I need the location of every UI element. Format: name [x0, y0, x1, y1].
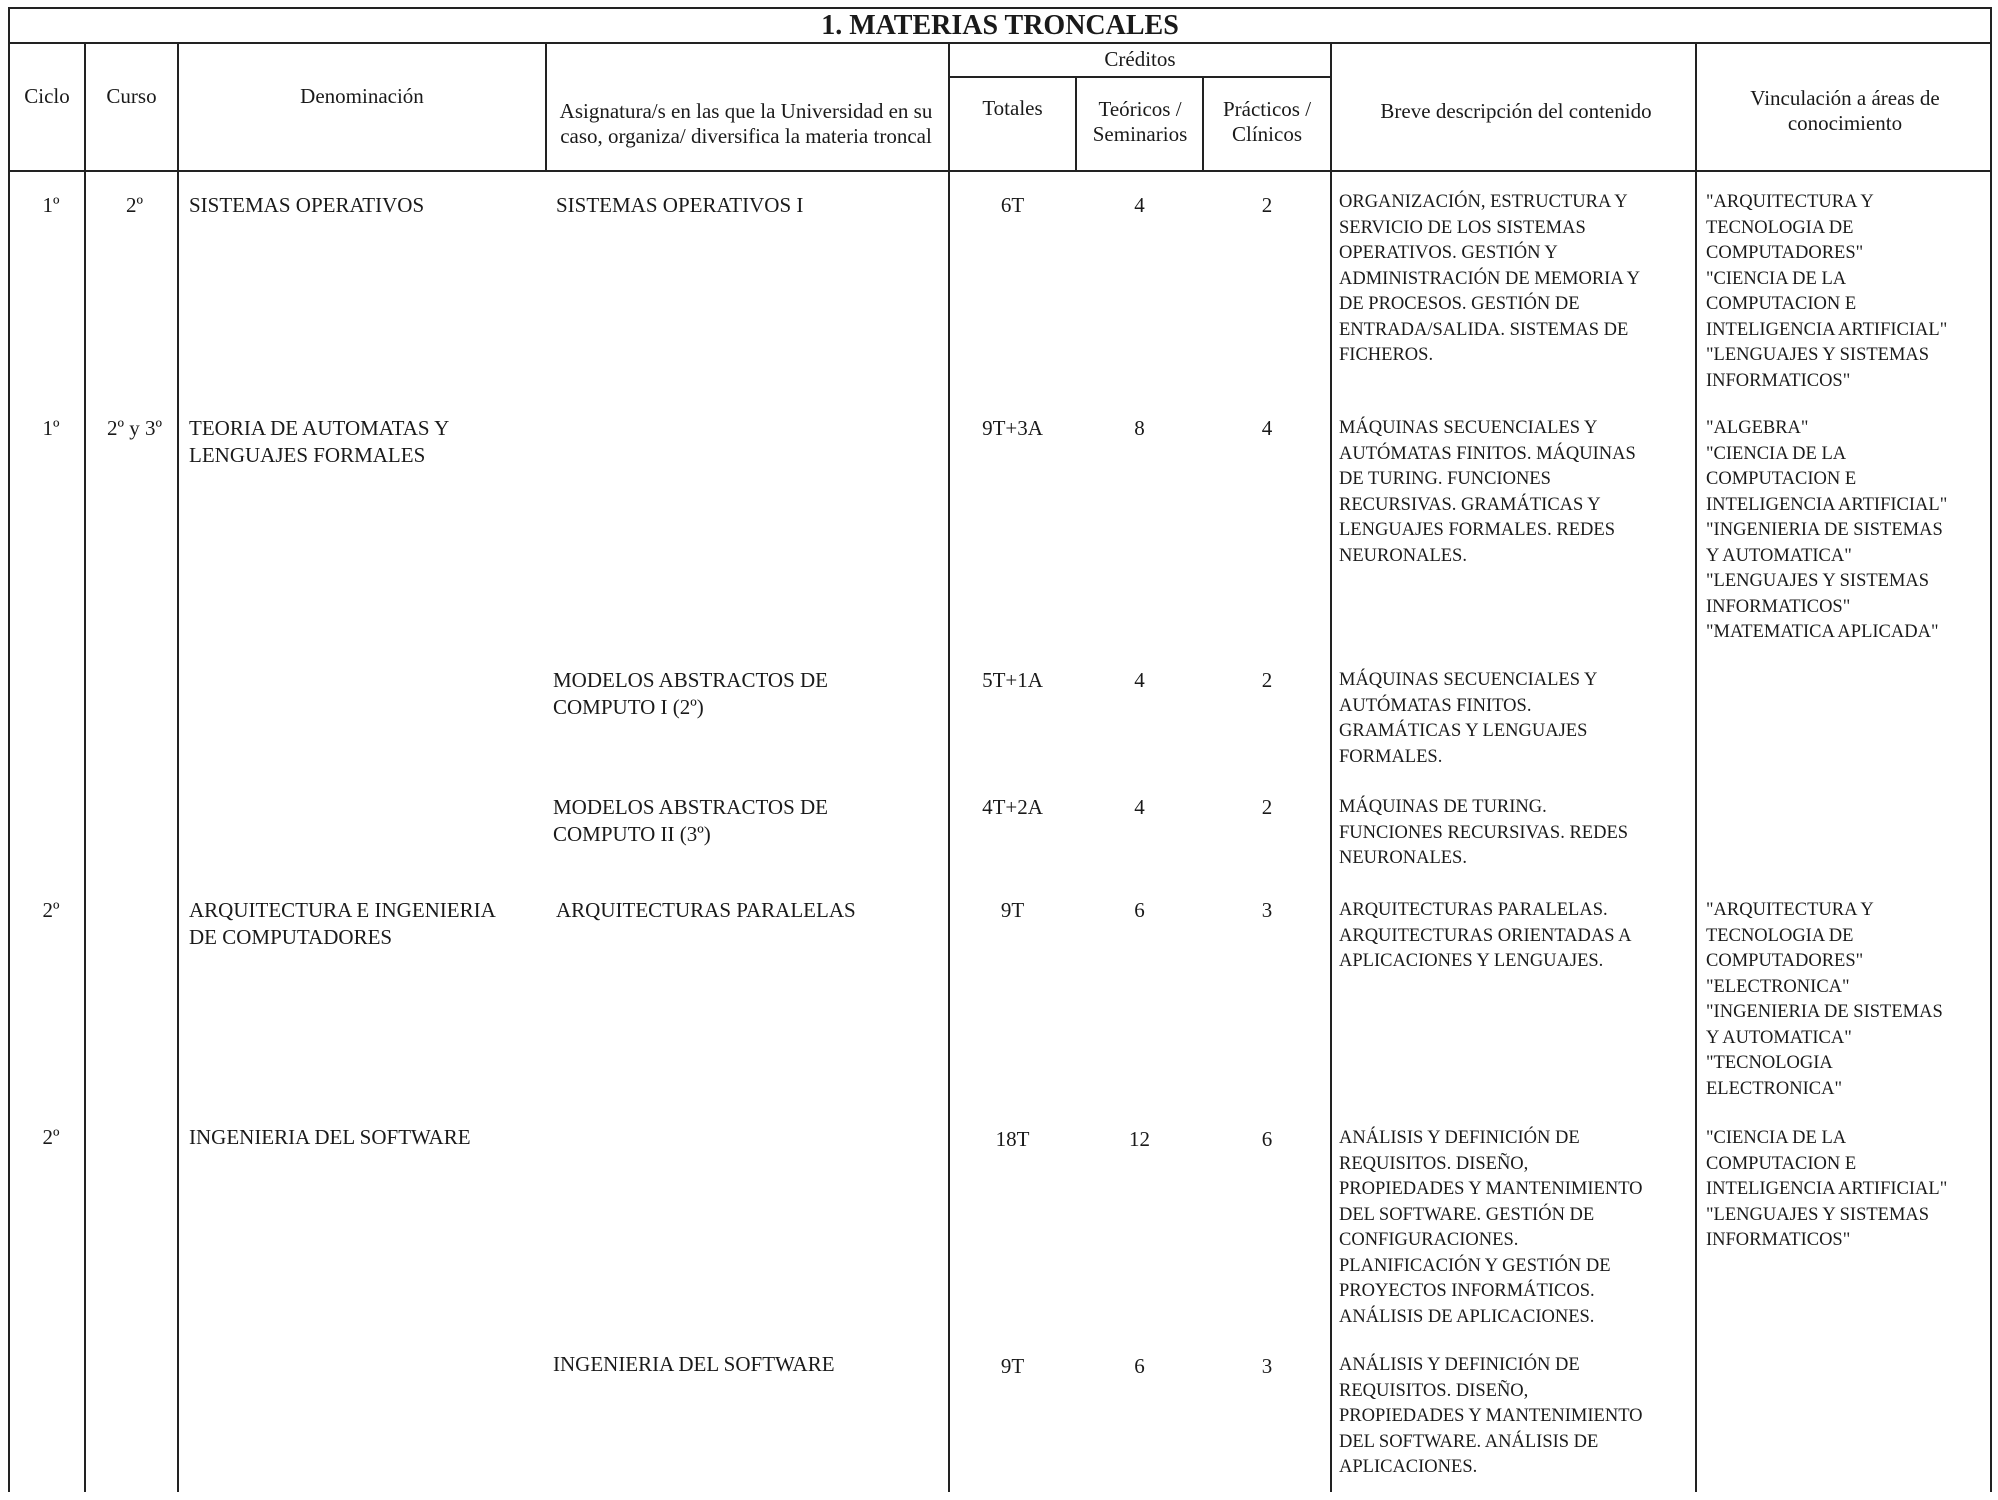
col-divider-asignatura	[948, 42, 950, 1492]
cell-ciclo: 2º	[42, 898, 60, 922]
cell-curso: 2º y 3º	[106, 416, 163, 440]
cell-denominacion: INGENIERIA DEL SOFTWARE	[189, 1125, 471, 1149]
cell-asignatura: MODELOS ABSTRACTOS DE COMPUTO II (3º)	[553, 795, 828, 846]
cell-vinculacion: "ARQUITECTURA Y TECNOLOGIA DE COMPUTADORES" "CIENCIA DE LA COMPUTACION E INTELIGENCIA ARTIFICIAL" "LENGUAJES Y SISTEMAS INFORMATICOS"	[1706, 192, 1948, 391]
cell-asignatura: MODELOS ABSTRACTOS DE COMPUTO I (2º)	[553, 668, 828, 719]
col-divider-practicos	[1330, 42, 1332, 1492]
cell-teoricos: 6	[1134, 1354, 1145, 1378]
cell-ciclo: 2º	[42, 1125, 60, 1149]
cell-teoricos: 6	[1134, 898, 1145, 922]
cell-vinculacion: "ARQUITECTURA Y TECNOLOGIA DE COMPUTADORES" "ELECTRONICA" "INGENIERIA DE SISTEMAS Y AUTOMATICA" "TECNOLOGIA ELECTRONICA"	[1706, 900, 1943, 1099]
col-divider-denominacion	[545, 42, 547, 170]
cell-totales: 9T	[1000, 898, 1025, 922]
cell-totales: 9T	[1000, 1354, 1025, 1378]
cell-descripcion: ORGANIZACIÓN, ESTRUCTURA Y SERVICIO DE LOS SISTEMAS OPERATIVOS. GESTIÓN Y ADMINISTRACIÓN DE MEMORIA Y DE PROCESOS. GESTIÓN DE ENTRADA/SALIDA. SISTEMAS DE FICHEROS.	[1339, 192, 1640, 365]
cell-practicos: 2	[1261, 193, 1273, 217]
cell-denominacion: ARQUITECTURA E INGENIERIA DE COMPUTADORES	[189, 898, 496, 949]
cell-descripcion: ANÁLISIS Y DEFINICIÓN DE REQUISITOS. DISEÑO, PROPIEDADES Y MANTENIMIENTO DEL SOFTWARE. ANÁLISIS DE APLICACIONES.	[1339, 1355, 1643, 1477]
cell-practicos: 3	[1261, 1354, 1273, 1378]
page-title: 1. MATERIAS TRONCALES	[821, 10, 1179, 41]
header-creditos: Créditos	[1104, 46, 1176, 71]
header-practicos: Prácticos / Clínicos	[1222, 97, 1312, 146]
header-asignatura: Asignatura/s en las que la Universidad en su caso, organiza/ diversifica la materia troncal	[559, 99, 933, 148]
cell-totales: 18T	[995, 1127, 1030, 1151]
cell-descripcion: ARQUITECTURAS PARALELAS. ARQUITECTURAS ORIENTADAS A APLICACIONES Y LENGUAJES.	[1339, 900, 1632, 971]
col-divider-descripcion	[1695, 42, 1697, 1492]
cell-teoricos: 4	[1134, 668, 1145, 692]
cell-curso: 2º	[125, 193, 143, 217]
header-teoricos: Teóricos / Seminarios	[1092, 97, 1188, 146]
header-ciclo: Ciclo	[24, 83, 70, 108]
header-totales: Totales	[982, 95, 1043, 120]
cell-totales: 4T+2A	[982, 795, 1043, 819]
cell-totales: 9T+3A	[982, 416, 1043, 440]
cell-descripcion: MÁQUINAS SECUENCIALES Y AUTÓMATAS FINITOS. MÁQUINAS DE TURING. FUNCIONES RECURSIVAS. GRAMÁTICAS Y LENGUAJES FORMALES. REDES NEURONALES.	[1339, 418, 1636, 566]
cell-practicos: 3	[1261, 898, 1273, 922]
cell-descripcion: MÁQUINAS SECUENCIALES Y AUTÓMATAS FINITOS. GRAMÁTICAS Y LENGUAJES FORMALES.	[1339, 670, 1598, 767]
header-descripcion: Breve descripción del contenido	[1380, 98, 1652, 123]
cell-practicos: 4	[1261, 416, 1273, 440]
header-denominacion: Denominación	[300, 83, 424, 108]
cell-totales: 6T	[1000, 193, 1025, 217]
cell-denominacion: TEORIA DE AUTOMATAS Y LENGUAJES FORMALES	[189, 416, 450, 467]
header-vinculacion: Vinculación a áreas de conocimiento	[1750, 86, 1940, 135]
cell-practicos: 2	[1261, 795, 1273, 819]
cell-ciclo: 1º	[42, 193, 60, 217]
col-divider-totales	[1075, 76, 1077, 170]
cell-asignatura: ARQUITECTURAS PARALELAS	[556, 898, 856, 922]
cell-denominacion: SISTEMAS OPERATIVOS	[189, 193, 425, 217]
cell-teoricos: 12	[1129, 1127, 1150, 1151]
creditos-divider	[948, 76, 1330, 78]
cell-descripcion: ANÁLISIS Y DEFINICIÓN DE REQUISITOS. DISEÑO, PROPIEDADES Y MANTENIMIENTO DEL SOFTWARE. GESTIÓN DE CONFIGURACIONES. PLANIFICACIÓN Y GESTIÓN DE PROYECTOS INFORMÁTICOS. ANÁLISIS DE APLICACIONES.	[1339, 1128, 1643, 1327]
cell-vinculacion: "CIENCIA DE LA COMPUTACION E INTELIGENCIA ARTIFICIAL" "LENGUAJES Y SISTEMAS INFORMATICOS"	[1706, 1128, 1948, 1250]
cell-practicos: 2	[1261, 668, 1273, 692]
cell-teoricos: 4	[1134, 193, 1145, 217]
cell-totales: 5T+1A	[982, 668, 1043, 692]
left-border	[8, 7, 10, 1492]
cell-practicos: 6	[1261, 1127, 1273, 1151]
cell-ciclo: 1º	[42, 416, 60, 440]
cell-descripcion: MÁQUINAS DE TURING. FUNCIONES RECURSIVAS. REDES NEURONALES.	[1339, 797, 1629, 868]
header-curso: Curso	[106, 83, 157, 108]
col-divider-ciclo	[84, 42, 86, 1492]
cell-teoricos: 4	[1134, 795, 1145, 819]
cell-asignatura: SISTEMAS OPERATIVOS I	[556, 193, 804, 217]
cell-vinculacion: "ALGEBRA" "CIENCIA DE LA COMPUTACION E INTELIGENCIA ARTIFICIAL" "INGENIERIA DE SISTEMAS Y AUTOMATICA" "LENGUAJES Y SISTEMAS INFORMATICOS" "MATEMATICA APLICADA"	[1706, 418, 1948, 642]
col-divider-teoricos	[1202, 76, 1204, 170]
cell-teoricos: 8	[1134, 416, 1145, 440]
col-divider-curso	[177, 42, 179, 1492]
cell-asignatura: INGENIERIA DEL SOFTWARE	[553, 1352, 835, 1376]
